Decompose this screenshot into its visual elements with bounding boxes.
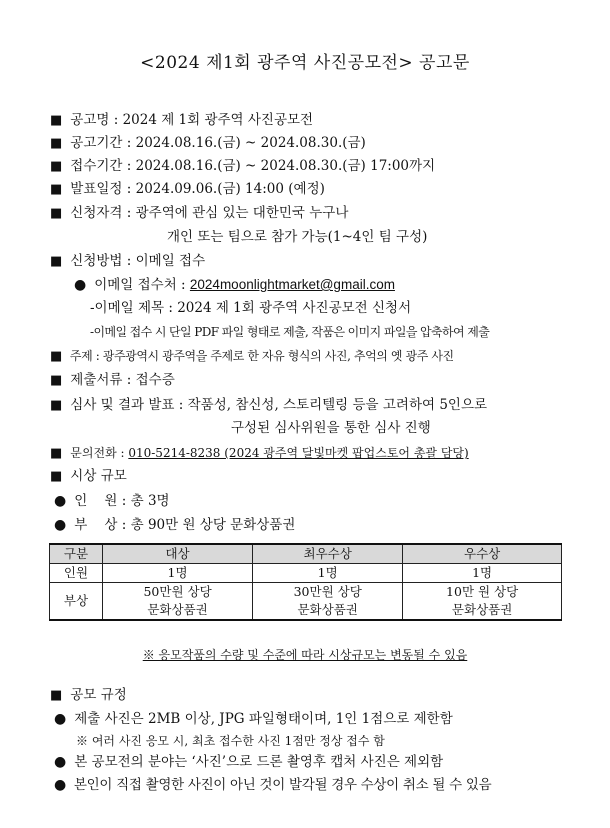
table-header-cell: 우수상 [403,544,562,564]
square-bullet-icon: ■ [50,159,63,174]
circle-bullet-icon: ● [54,493,67,509]
square-bullet-icon: ■ [50,446,63,461]
square-bullet-icon: ■ [50,398,63,413]
table-header-cell: 구분 [50,544,103,564]
line-announce-name: ■ 공고명 : 2024 제 1회 광주역 사진공모전 [50,112,314,128]
line-awards-prize: ● 부 상 : 총 90만 원 상당 문화상품권 [54,517,296,533]
line-eligibility: ■ 신청자격 : 광주역에 관심 있는 대한민국 누구나 [50,205,349,221]
contact-phone[interactable]: 010-5214-8238 (2024 광주역 달빛마켓 팝업스토어 총괄 담당) [128,446,469,460]
table-note: ※ 응모작품의 수량 및 수준에 따라 시상규모는 변동될 수 있음 [142,648,468,662]
square-bullet-icon: ■ [50,373,63,388]
prize-table [49,543,562,621]
square-bullet-icon: ■ [50,349,62,364]
table-row [50,564,562,583]
square-bullet-icon: ■ [50,688,63,703]
table-cell: 1명 [253,564,403,583]
document-title: <2024 제1회 광주역 사진공모전> 공고문 [140,53,470,73]
table-cell: 1명 [103,564,253,583]
table-cell: 인원 [50,564,103,583]
line-rule-2: ● 본 공모전의 분야는 ‘사진’으로 드론 촬영후 캡처 사진은 제외함 [54,754,444,770]
line-theme: ■ 주제 : 광주광역시 광주역을 주제로 한 자유 형식의 사진, 추억의 옛 광주 사진 [50,349,454,364]
table-cell: 30만원 상당 문화상품권 [253,583,403,621]
circle-bullet-icon: ● [54,517,67,533]
circle-bullet-icon: ● [74,277,87,293]
line-result-date: ■ 발표일정 : 2024.09.06.(금) 14:00 (예정) [50,181,325,197]
circle-bullet-icon: ● [54,711,67,727]
line-eligibility-2: 개인 또는 팀으로 참가 가능(1~4인 팀 구성) [167,229,428,245]
table-cell: 50만원 상당 문화상품권 [103,583,253,621]
line-awards-people: ● 인 원 : 총 3명 [54,493,170,509]
table-header-row [50,544,562,564]
line-contact: ■ 문의전화 : 010-5214-8238 (2024 광주역 달빛마켓 팝업스토어 총괄 담당) [50,446,469,461]
line-email-attach: -이메일 접수 시 단일 PDF 파일 형태로 제출, 작품은 이미지 파일을 압축하여 제출 [90,325,490,339]
line-rules: ■ 공모 규정 [50,687,127,703]
line-judging-2: 구성된 심사위원을 통한 심사 진행 [231,420,431,436]
square-bullet-icon: ■ [50,469,63,484]
line-judging: ■ 심사 및 결과 발표 : 작품성, 참신성, 스토리텔링 등을 고려하여 5인으로 [50,397,488,413]
line-email-subject: -이메일 제목 : 2024 제 1회 광주역 사진공모전 신청서 [90,300,412,316]
square-bullet-icon: ■ [50,136,63,151]
line-announce-period: ■ 공고기간 : 2024.08.16.(금) ~ 2024.08.30.(금) [50,135,366,151]
table-cell: 10만 원 상당 문화상품권 [403,583,562,621]
line-rule-1: ● 제출 사진은 2MB 이상, JPG 파일형태이며, 1인 1점으로 제한함 [54,711,453,727]
circle-bullet-icon: ● [54,754,67,770]
square-bullet-icon: ■ [50,182,63,197]
square-bullet-icon: ■ [50,206,63,221]
square-bullet-icon: ■ [50,113,63,128]
line-receipt-period: ■ 접수기간 : 2024.08.16.(금) ~ 2024.08.30.(금) 17:00까지 [50,158,436,174]
line-method: ■ 신청방법 : 이메일 접수 [50,253,206,269]
table-cell: 1명 [403,564,562,583]
email-link[interactable]: 2024moonlightmarket@gmail.com [189,277,395,292]
line-rule-3: ● 본인이 직접 촬영한 사진이 아닌 것이 발각될 경우 수상이 취소 될 수 있음 [54,777,492,793]
square-bullet-icon: ■ [50,254,63,269]
line-awards: ■ 시상 규모 [50,468,127,484]
line-rule-1-note: ※ 여러 사진 응모 시, 최초 접수한 사진 1점만 정상 접수 함 [76,734,385,748]
table-cell: 부상 [50,583,103,621]
table-row [50,583,562,621]
table-header-cell: 대상 [103,544,253,564]
line-documents: ■ 제출서류 : 접수증 [50,372,175,388]
table-header-cell: 최우수상 [253,544,403,564]
circle-bullet-icon: ● [54,777,66,793]
line-email-address: ● 이메일 접수처 : 2024moonlightmarket@gmail.com [74,277,395,293]
